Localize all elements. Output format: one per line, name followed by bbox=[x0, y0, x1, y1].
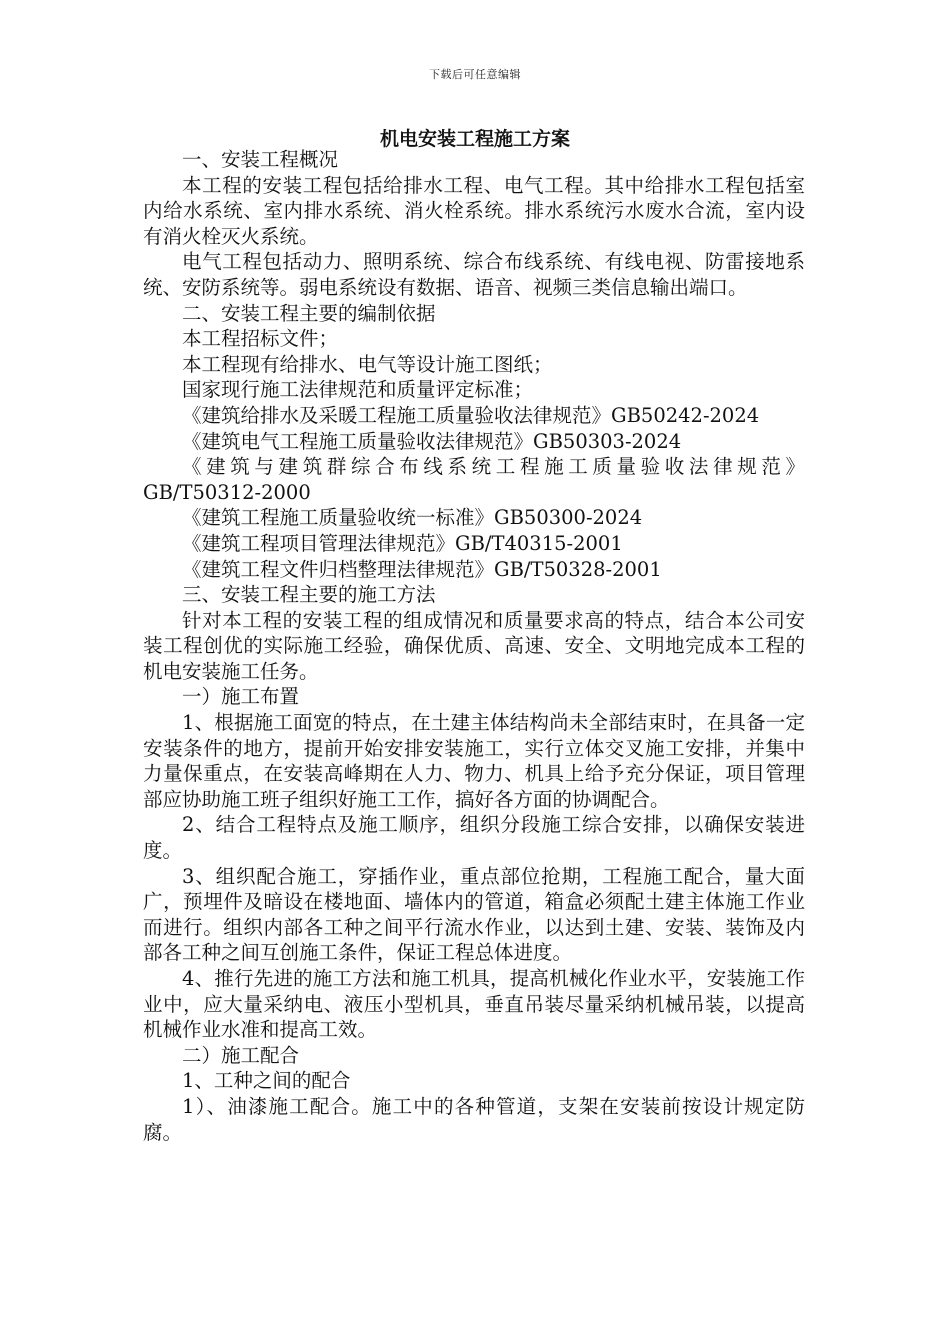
layout-item-1: 1、根据施工面宽的特点，在土建主体结构尚未全部结束时，在具备一定安装条件的地方，提前开始安排安装施工，实行立体交叉施工安排，并集中力量保重点，在安装高峰期在人力、物力、机具上给予充分保证，项目管理部应协助施工班子组织好施工工作，搞好各方面的协调配合。 bbox=[143, 711, 805, 811]
paragraph-electrical-scope: 电气工程包括动力、照明系统、综合布线系统、有线电视、防雷接地系统、安防系统等。弱电系统设有数据、语音、视频三类信息输出端口。 bbox=[143, 250, 805, 299]
basis-item-drawings: 本工程现有给排水、电气等设计施工图纸； bbox=[182, 352, 553, 376]
section-heading-methods: 三、安装工程主要的施工方法 bbox=[182, 583, 436, 607]
standard-item-gbt40315: 《建筑工程项目管理法律规范》GB/T40315-2001 bbox=[182, 531, 623, 555]
standard-item-gbt50312: 《建筑与建筑群综合布线系统工程施工质量验收法律规范》GB/T50312-2000 bbox=[143, 455, 805, 504]
standard-item-gb50242: 《建筑给排水及采暖工程施工质量验收法律规范》GB50242-2024 bbox=[182, 403, 760, 427]
section-heading-basis: 二、安装工程主要的编制依据 bbox=[182, 301, 436, 325]
basis-item-tender: 本工程招标文件； bbox=[182, 327, 339, 351]
document-body bbox=[143, 147, 805, 1145]
standard-item-gbt50328: 《建筑工程文件归档整理法律规范》GB/T50328-2001 bbox=[182, 557, 662, 581]
coordination-heading-trades: 1、工种之间的配合 bbox=[182, 1069, 351, 1093]
header-note: 下载后可任意编辑 bbox=[429, 68, 521, 81]
subsection-heading-coordination: 二）施工配合 bbox=[182, 1043, 300, 1067]
layout-item-4: 4、推行先进的施工方法和施工机具，提高机械化作业水平，安装施工作业中，应大量采纳电、液压小型机具，垂直吊装尽量采纳机械吊装，以提高机械作业水准和提高工效。 bbox=[143, 967, 805, 1042]
layout-item-3: 3、组织配合施工，穿插作业，重点部位抢期，工程施工配合，量大面广，预埋件及暗设在楼地面、墙体内的管道，箱盒必须配土建主体施工作业而进行。组织内部各工种之间平行流水作业，以达到土建、安装、装饰及内部各工种之间互创施工条件，保证工程总体进度。 bbox=[143, 864, 805, 965]
subsection-heading-layout: 一）施工布置 bbox=[182, 685, 300, 709]
standard-item-gb50300: 《建筑工程施工质量验收统一标准》GB50300-2024 bbox=[182, 506, 643, 530]
section-heading-overview: 一、安装工程概况 bbox=[182, 148, 339, 171]
basis-item-national-standards: 国家现行施工法律规范和质量评定标准； bbox=[182, 378, 534, 402]
layout-item-2: 2、结合工程特点及施工顺序，组织分段施工综合安排，以确保安装进度。 bbox=[143, 813, 805, 863]
paragraph-plumbing-scope: 本工程的安装工程包括给排水工程、电气工程。其中给排水工程包括室内给水系统、室内排水系统、消火栓系统。排水系统污水废水合流，室内设有消火栓灭火系统。 bbox=[143, 173, 805, 248]
document-title: 机电安装工程施工方案 bbox=[379, 128, 570, 150]
paragraph-methods-intro: 针对本工程的安装工程的组成情况和质量要求高的特点，结合本公司安装工程创优的实际施工经验，确保优质、高速、安全、文明地完成本工程的机电安装施工任务。 bbox=[143, 608, 805, 683]
standard-item-gb50303: 《建筑电气工程施工质量验收法律规范》GB50303-2024 bbox=[182, 429, 682, 453]
coordination-item-painting: 1）、油漆施工配合。施工中的各种管道，支架在安装前按设计规定防腐。 bbox=[143, 1094, 805, 1144]
